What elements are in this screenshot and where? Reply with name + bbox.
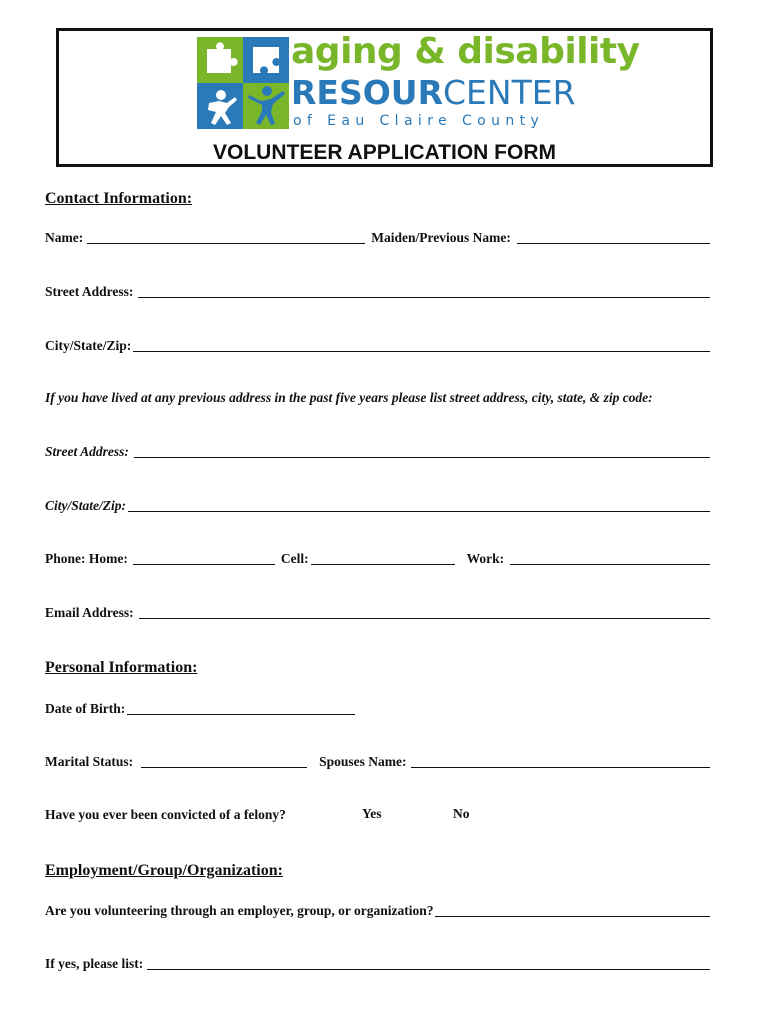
form-header	[56, 28, 713, 167]
row-phone	[45, 547, 710, 567]
section-personal-heading: Personal Information:	[45, 659, 198, 676]
brand-resource: RESOUR	[291, 73, 443, 112]
street-address-label: Street Address:	[45, 284, 134, 299]
if-yes-list-field[interactable]	[147, 957, 710, 970]
felony-question-label: Have you ever been convicted of a felony?	[45, 807, 286, 822]
volunteer-through-label: Are you volunteering through an employer, group, or organization?	[45, 903, 434, 918]
row-city	[45, 334, 710, 354]
city-state-zip-label: City/State/Zip:	[45, 338, 132, 353]
row-prev-city	[45, 494, 710, 514]
maiden-name-label: Maiden/Previous Name:	[371, 230, 511, 245]
if-yes-list-label: If yes, please list:	[45, 956, 144, 971]
brand-line-2	[291, 73, 576, 112]
city-state-zip-field[interactable]	[133, 339, 710, 352]
maiden-name-field[interactable]	[517, 231, 710, 244]
street-address-field[interactable]	[138, 285, 710, 298]
cell-label: Cell:	[280, 551, 309, 566]
row-name	[45, 226, 710, 246]
date-of-birth-field[interactable]	[127, 702, 355, 715]
brand-line-3: of Eau Claire County	[293, 113, 545, 129]
email-address-label: Email Address:	[45, 605, 134, 620]
row-street	[45, 280, 710, 300]
phone-home-label: Phone: Home:	[45, 551, 128, 566]
volunteer-through-field[interactable]	[435, 904, 710, 917]
brand-wordmark	[291, 31, 640, 133]
email-address-field[interactable]	[139, 606, 710, 619]
section-employment-heading: Employment/Group/Organization:	[45, 862, 283, 879]
name-label: Name:	[45, 230, 84, 245]
brand-center: CENTER	[442, 73, 576, 112]
work-field[interactable]	[510, 552, 710, 565]
row-if-yes-list	[45, 952, 710, 972]
prev-city-state-zip-field[interactable]	[128, 499, 710, 512]
cell-field[interactable]	[311, 552, 455, 565]
row-email	[45, 601, 710, 621]
row-marital	[45, 750, 710, 770]
form-title: VOLUNTEER APPLICATION FORM	[213, 141, 556, 164]
puzzle-people-icon	[197, 37, 289, 129]
row-prev-street	[45, 440, 710, 460]
work-label: Work:	[466, 551, 505, 566]
felony-yes-option[interactable]: Yes	[362, 806, 382, 821]
spouses-name-field[interactable]	[411, 755, 710, 768]
row-volunteer-through	[45, 899, 710, 919]
spouses-name-label: Spouses Name:	[319, 754, 407, 769]
row-dob	[45, 697, 710, 717]
marital-status-field[interactable]	[141, 755, 307, 768]
adrc-logo	[197, 31, 640, 133]
prev-street-address-label: Street Address:	[45, 444, 129, 459]
marital-status-label: Marital Status:	[45, 754, 134, 769]
previous-address-note: If you have lived at any previous address in the past five years please list street address, city, state, & zip code:	[45, 390, 653, 405]
phone-home-field[interactable]	[133, 552, 275, 565]
date-of-birth-label: Date of Birth:	[45, 701, 126, 716]
felony-no-option[interactable]: No	[453, 806, 470, 821]
prev-street-address-field[interactable]	[134, 445, 710, 458]
name-field[interactable]	[87, 231, 365, 244]
brand-line-1: aging & disability	[291, 31, 640, 72]
section-contact-heading: Contact Information:	[45, 190, 193, 207]
prev-city-state-zip-label: City/State/Zip:	[45, 498, 126, 513]
